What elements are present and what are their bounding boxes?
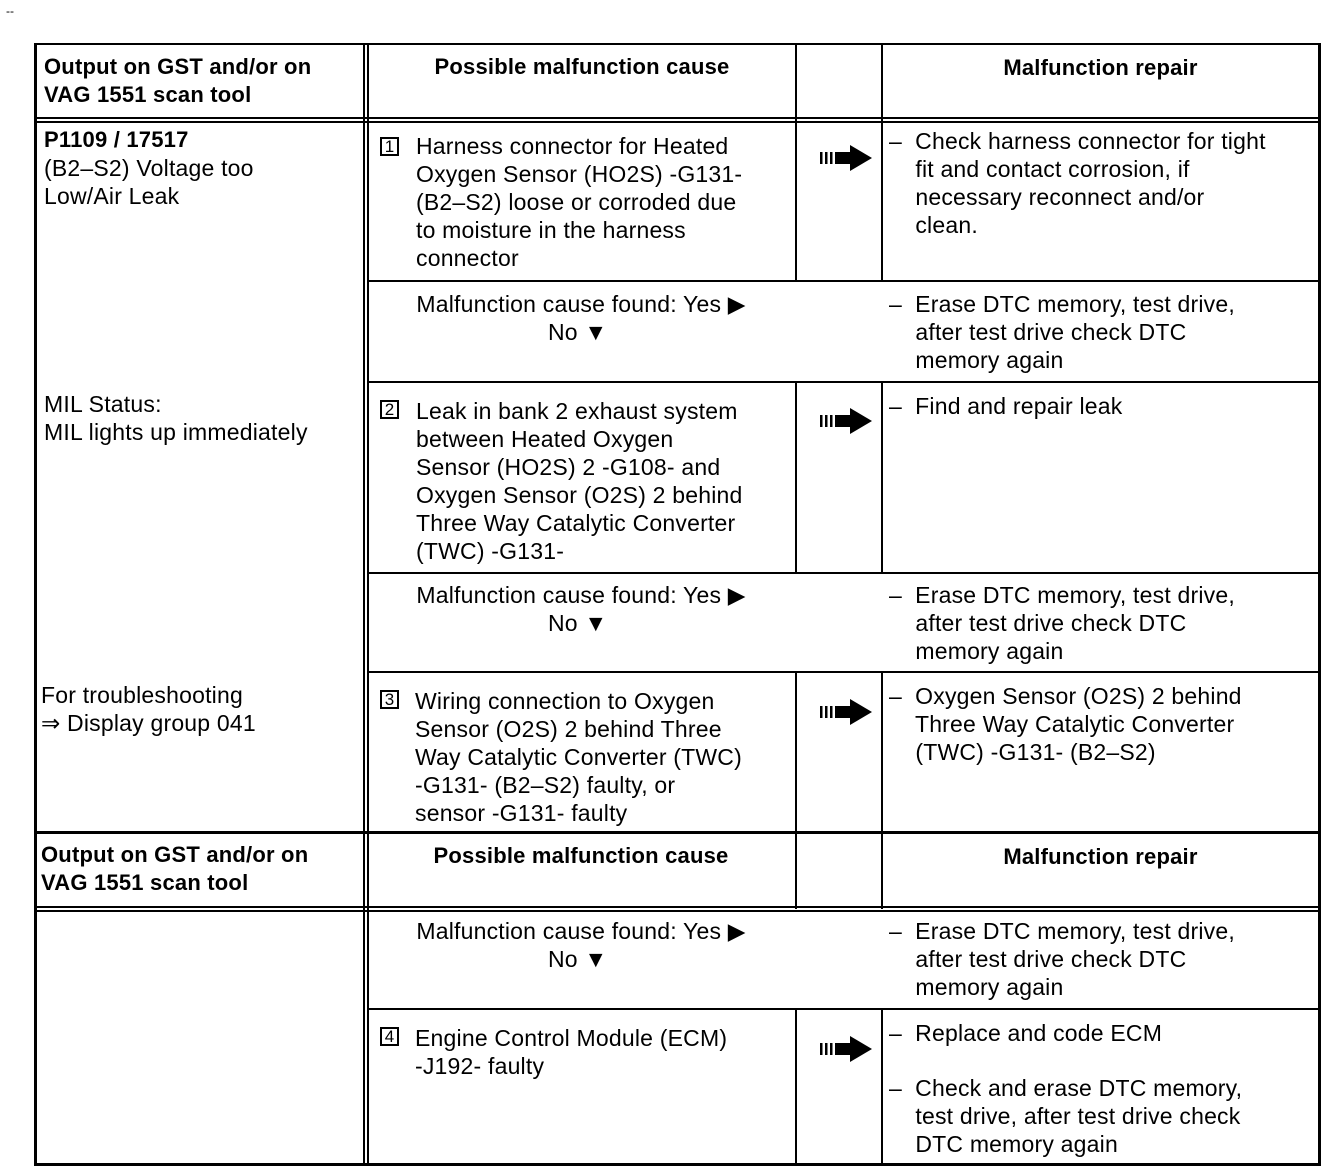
found-repair: – Erase DTC memory, test drive, after test drive check DTC memory again	[889, 291, 1235, 373]
found-no-label: No ▼	[548, 946, 608, 972]
step-number-badge: 4	[380, 1027, 399, 1046]
found-yes-label: Malfunction cause found: Yes ▶	[416, 918, 746, 944]
found-repair: – Erase DTC memory, test drive, after test drive check DTC memory again	[889, 582, 1235, 664]
dtc-description: (B2–S2) Voltage too Low/Air Leak	[44, 155, 254, 209]
step-number-badge: 2	[380, 400, 399, 419]
header-output-column: Output on GST and/or on VAG 1551 scan tool	[41, 842, 309, 895]
step-4-repair-extra: – Check and erase DTC memory, test drive, after test drive check DTC memory again	[889, 1075, 1243, 1157]
found-repair: – Erase DTC memory, test drive, after test drive check DTC memory again	[889, 918, 1235, 1000]
step-number-badge: 1	[380, 137, 399, 156]
troubleshooting-reference: For troubleshooting ⇒ Display group 041	[41, 682, 256, 736]
found-no-label: No ▼	[548, 610, 608, 636]
right-arrow-icon	[820, 1036, 872, 1062]
step-number-badge: 3	[380, 690, 399, 709]
header-output-column: Output on GST and/or on VAG 1551 scan tool	[44, 54, 312, 107]
step-2-cause: Leak in bank 2 exhaust system between Heated Oxygen Sensor (HO2S) 2 -G108- and Oxygen Sensor (O2S) 2 behind Three Way Catalytic Converter (TWC) -G131-	[416, 398, 743, 564]
header-repair-column: Malfunction repair	[1003, 55, 1198, 80]
dtc-code: P1109 / 17517	[44, 127, 189, 152]
step-4-repair: – Replace and code ECM	[889, 1020, 1163, 1046]
right-arrow-icon	[820, 408, 872, 434]
step-3-cause: Wiring connection to Oxygen Sensor (O2S) 2 behind Three Way Catalytic Converter (TWC) -G131- (B2–S2) faulty, or sensor -G131- faulty	[415, 688, 742, 826]
right-arrow-icon	[820, 699, 872, 725]
found-no-label: No ▼	[548, 319, 608, 345]
mil-status: MIL Status: MIL lights up immediately	[44, 391, 308, 445]
found-yes-label: Malfunction cause found: Yes ▶	[416, 582, 746, 608]
header-cause-column: Possible malfunction cause	[434, 54, 730, 79]
header-cause-column: Possible malfunction cause	[433, 843, 729, 868]
step-4-cause: Engine Control Module (ECM) -J192- faulty	[415, 1025, 728, 1079]
corner-mark: --	[6, 4, 14, 18]
header-repair-column: Malfunction repair	[1003, 844, 1198, 869]
right-arrow-icon	[820, 145, 872, 171]
found-yes-label: Malfunction cause found: Yes ▶	[416, 291, 746, 317]
step-1-repair: – Check harness connector for tight fit and contact corrosion, if necessary reconnect and/or clean.	[889, 128, 1266, 238]
step-2-repair: – Find and repair leak	[889, 393, 1123, 419]
step-3-repair: – Oxygen Sensor (O2S) 2 behind Three Way Catalytic Converter (TWC) -G131- (B2–S2)	[889, 683, 1242, 765]
step-1-cause: Harness connector for Heated Oxygen Sensor (HO2S) -G131- (B2–S2) loose or corroded due to moisture in the harness connector	[416, 133, 743, 271]
